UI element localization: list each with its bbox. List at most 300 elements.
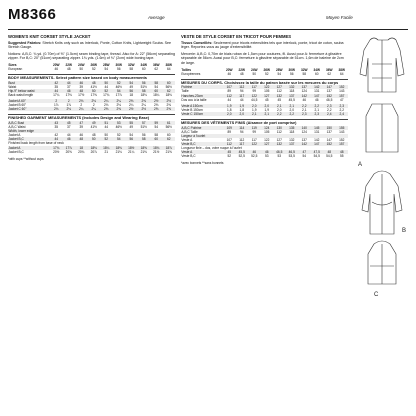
- table-cell: 48: [88, 81, 101, 85]
- sketch-label-b: B: [402, 228, 407, 234]
- table-cell: 1,9: [252, 107, 257, 112]
- table-cell: 26W: [263, 67, 271, 72]
- table-cell: 30W: [115, 62, 123, 67]
- table-cell: 60: [150, 137, 163, 141]
- table-cell: 54: [154, 84, 159, 89]
- table-cell: 50: [252, 71, 257, 76]
- row-label: Back waist length: [8, 93, 34, 98]
- table-cell: 46: [79, 133, 84, 138]
- table-cell: 20⅞: [90, 149, 97, 154]
- table-cell: 2¼: [75, 107, 88, 111]
- table-cell: 1⅞: [66, 103, 71, 108]
- table-cell: 2,0: [223, 112, 236, 116]
- table-cell: 44: [63, 81, 76, 85]
- table-cell: 2⅜: [138, 99, 151, 103]
- table-cell: 35: [54, 84, 59, 89]
- table-cell: 142: [311, 85, 324, 89]
- table-cell: 46½: [115, 84, 122, 89]
- table-cell: 145: [311, 126, 324, 130]
- table-cell: 38W: [338, 67, 346, 72]
- table-cell: 54,5: [326, 154, 333, 159]
- table-cell: 54: [125, 81, 138, 85]
- table-cell: 112: [223, 142, 236, 146]
- table-cell: 122: [264, 137, 270, 142]
- table-cell: 58: [138, 137, 151, 141]
- table-cell: 2⅛: [63, 107, 76, 111]
- table-cell: 44: [104, 84, 109, 89]
- table-cell: 2½: [150, 99, 163, 103]
- body-measurements-table-fr: [181, 85, 348, 101]
- table-cell: 147: [311, 142, 324, 146]
- table-cell: 2¼: [129, 103, 134, 108]
- body-measurements-heading-en: [8, 74, 175, 81]
- table-cell: 2,1: [273, 104, 286, 108]
- table-cell: 60: [163, 81, 176, 85]
- table-cell: 1,9: [264, 107, 269, 112]
- difficulty-en: Average: [148, 15, 165, 20]
- table-cell: 94: [239, 89, 244, 94]
- table-cell: 46: [261, 150, 274, 154]
- table-cell: 1⅞: [54, 103, 59, 108]
- table-cell: 2,2: [311, 104, 324, 108]
- table-cell: 2,0: [261, 104, 274, 108]
- table-cell: 37: [66, 84, 71, 89]
- table-cell: 2⅛: [75, 99, 88, 103]
- table-cell: 48: [336, 150, 349, 154]
- table-cell: 18⅛: [140, 93, 147, 98]
- header: [8, 6, 408, 30]
- table-cell: 2⅜: [113, 107, 126, 111]
- table-cell: 41½: [90, 125, 97, 130]
- table-cell: 2¼: [113, 99, 126, 103]
- table-cell: 48: [75, 137, 88, 141]
- table-cell: 112: [236, 85, 249, 89]
- table-cell: 46: [248, 150, 261, 154]
- table-cell: 124: [301, 129, 307, 134]
- table-cell: 41½: [90, 84, 97, 89]
- row-label: Jacket A 60": [8, 99, 50, 103]
- table-cell: 2¼: [88, 107, 101, 111]
- row-label: Veste B,C: [181, 142, 223, 146]
- suggested-text-fr: Seulement pour tricots extensibles tels que interlock, ponte, tricot de coton, scuba léger. Reportez-vous au jauge d'extensibilité.: [181, 40, 344, 50]
- table-cell: 46½: [115, 125, 122, 130]
- table-cell: 18: [75, 146, 88, 150]
- table-cell: 52: [227, 154, 232, 159]
- table-cell: 54: [154, 125, 159, 130]
- table-cell: 46,5: [286, 150, 299, 154]
- body-meas-sub-en: - Select pattern size based on body measurements: [53, 75, 147, 81]
- yardage-table-fr: [181, 104, 348, 116]
- finished-heading-en: [8, 114, 175, 121]
- table-cell: 51½: [140, 84, 147, 89]
- yardage-table-en: [8, 99, 175, 111]
- table-cell: 18¼: [153, 93, 160, 98]
- table-cell: 2⅛: [116, 103, 121, 108]
- french-column: [181, 34, 348, 166]
- table-cell: 20¾: [78, 149, 85, 154]
- table-cell: 18⅛: [88, 146, 101, 150]
- table-cell: 2⅛: [88, 99, 101, 103]
- table-cell: 56: [289, 71, 294, 76]
- table-cell: 17⅝: [90, 93, 97, 98]
- table-cell: 39: [79, 125, 84, 130]
- table-cell: 46,5: [326, 97, 333, 102]
- body-measurement-row: [181, 98, 348, 102]
- row-label: Jacket B,C: [8, 137, 50, 141]
- table-cell: 24W: [77, 62, 85, 67]
- row-label: A,B,C Bust: [8, 121, 50, 125]
- table-cell: 44: [239, 97, 244, 102]
- table-cell: 54: [277, 71, 282, 76]
- table-cell: 118: [289, 89, 295, 94]
- table-cell: 34W: [140, 62, 148, 67]
- row-label: Européennes: [181, 71, 201, 76]
- table-cell: 157: [336, 94, 349, 98]
- table-cell: 46: [63, 89, 76, 93]
- title-fr: VESTE DE STYLE CORSET EN TRICOT POUR FEMMES: [181, 34, 292, 39]
- table-cell: 56: [138, 81, 151, 85]
- table-cell: 60: [314, 71, 319, 76]
- table-cell: 52: [91, 67, 96, 72]
- sketch-label-a: A: [358, 162, 363, 168]
- table-cell: 21: [104, 149, 109, 154]
- notions-en: Notions: A,B,C: ¾ yd. (0.70m) of ⅝" (1.5cm) seam binding tape, thread. Also for A: 22" (56cm) separating zipper. For B,C: 20" (51cm) separating zipper. 1¾ yds. (1.6m) of ¾" (2cm) wide boning tape.: [8, 51, 175, 61]
- table-cell: 2,2: [273, 112, 286, 116]
- row-label: A,B,C Waist: [8, 125, 26, 130]
- table-cell: 48: [91, 133, 96, 138]
- table-cell: 62: [154, 67, 159, 72]
- table-cell: 112: [223, 94, 236, 98]
- table-cell: 2,0: [236, 112, 249, 116]
- table-cell: 99: [252, 129, 257, 134]
- table-cell: 2: [50, 99, 63, 103]
- table-cell: 2: [92, 103, 95, 108]
- table-cell: 46: [63, 137, 76, 141]
- title-en: WOMEN'S KNIT CORSET STYLE JACKET: [8, 34, 91, 39]
- table-cell: 17¾: [103, 93, 110, 98]
- row-label: Veste A: [181, 137, 193, 142]
- table-cell: 117: [236, 94, 249, 98]
- finished-sub-fr: (Aisance de port comprise): [246, 120, 297, 125]
- table-cell: 2,4: [323, 112, 336, 116]
- table-cell: 89: [227, 89, 232, 94]
- table-cell: 131: [314, 89, 320, 94]
- suggested-fabrics-en: [8, 41, 175, 50]
- row-label: A,B,C Taille: [181, 129, 198, 134]
- table-cell: 51½: [140, 125, 147, 130]
- table-cell: 2⅜: [125, 99, 138, 103]
- table-cell: 2,2: [339, 107, 344, 112]
- table-cell: 132: [286, 85, 299, 89]
- row-label: Veste C 150cm: [181, 112, 223, 116]
- row-label: Poitrine: [181, 85, 223, 89]
- suggested-fabrics-fr: [181, 41, 348, 50]
- table-cell: 58: [138, 89, 151, 93]
- row-label: Veste A: [181, 150, 223, 154]
- table-cell: 44: [66, 133, 71, 138]
- sizes-table-fr: [181, 68, 348, 76]
- table-cell: 56: [116, 67, 121, 72]
- table-cell: 62: [327, 71, 332, 76]
- table-cell: 52: [113, 81, 126, 85]
- row-label: Jacket A: [8, 146, 50, 150]
- table-cell: 2,4: [336, 112, 349, 116]
- table-cell: 132: [273, 94, 286, 98]
- row-label: Veste B,C: [181, 154, 196, 159]
- row-label: Hanches-23cm: [181, 94, 223, 98]
- table-cell: 21½: [153, 149, 160, 154]
- table-cell: 94: [239, 129, 244, 134]
- table-cell: 54,5: [313, 154, 320, 159]
- table-cell: 2,3: [311, 112, 324, 116]
- table-cell: 45,5: [236, 150, 249, 154]
- finished-measurement-row: [181, 154, 348, 158]
- body-meas-title-fr: MESURES DU CORPS: [181, 79, 222, 85]
- table-cell: 17⅞: [63, 146, 76, 150]
- table-cell: 36W: [152, 62, 160, 67]
- row-label: Taille: [181, 89, 189, 94]
- table-cell: 17¼: [53, 93, 60, 98]
- technical-sketches: [352, 34, 410, 299]
- table-cell: 20W: [52, 62, 60, 67]
- table-cell: 2,1: [261, 112, 274, 116]
- table-cell: 2,3: [323, 104, 336, 108]
- table-cell: 135: [286, 126, 299, 130]
- table-cell: 2,1: [248, 112, 261, 116]
- table-cell: 122: [248, 142, 261, 146]
- table-cell: 112: [276, 89, 282, 94]
- table-cell: 30W: [288, 67, 296, 72]
- finished-heading-fr: [181, 119, 348, 126]
- table-cell: 150: [323, 126, 336, 130]
- table-cell: 147: [323, 85, 336, 89]
- table-cell: 118: [289, 129, 295, 134]
- table-cell: 46: [54, 67, 59, 72]
- table-cell: 114: [236, 126, 249, 130]
- table-cell: 2,3: [298, 112, 311, 116]
- table-cell: 131: [314, 129, 320, 134]
- table-cell: 1,9: [223, 104, 236, 108]
- table-cell: 2⅜: [166, 103, 171, 108]
- row-label: Hip-9" below waist: [8, 89, 50, 93]
- table-cell: 50: [104, 133, 109, 138]
- table-cell: 37: [66, 125, 71, 130]
- table-cell: 53: [113, 121, 126, 125]
- table-cell: 46: [75, 81, 88, 85]
- table-cell: 137: [326, 89, 332, 94]
- table-cell: 18¾: [150, 146, 163, 150]
- table-cell: 46: [227, 71, 232, 76]
- table-cell: 48: [323, 150, 336, 154]
- footnote-en: *with cups **without cups: [8, 156, 44, 161]
- row-label: Largeur à l'ourlet: [181, 134, 223, 138]
- table-cell: 43: [50, 121, 63, 125]
- table-cell: 117: [236, 142, 249, 146]
- table-cell: 50: [79, 67, 84, 72]
- table-cell: 143: [339, 89, 345, 94]
- table-cell: 17⅞: [115, 93, 122, 98]
- notions-fr: Mercerie: A,B,C: 0,70m de biais ruban de 1,5cm pour coutures, fil. Aussi pour A: fermeture à glissière séparable de 56cm. Aussi pour B,C: fermeture à glissière séparable de 51cm. 1,6m de baleine de 2cm de large.: [181, 51, 344, 65]
- row-label: European: [8, 67, 23, 72]
- table-cell: 2,1: [314, 107, 319, 112]
- table-cell: 56½: [165, 84, 172, 89]
- table-cell: 137: [301, 137, 307, 142]
- table-cell: 18⅜: [165, 93, 172, 98]
- table-cell: 105: [264, 129, 270, 134]
- table-cell: 50: [100, 81, 113, 85]
- table-cell: 152: [339, 137, 345, 142]
- jacket-a-back-sketch: [366, 104, 398, 152]
- table-cell: 45: [63, 121, 76, 125]
- table-cell: 2½: [138, 107, 151, 111]
- difficulty-fr: Moyen Facile: [326, 15, 353, 20]
- table-cell: 52,5: [251, 154, 258, 159]
- table-cell: 20⅝: [65, 149, 72, 154]
- table-cell: 18⅞: [163, 146, 176, 150]
- table-cell: 22W: [238, 67, 246, 72]
- table-cell: 117: [248, 85, 261, 89]
- table-cell: 2: [63, 99, 76, 103]
- table-cell: 112: [239, 137, 245, 142]
- table-cell: 32W: [300, 67, 308, 72]
- table-cell: 44: [50, 137, 63, 141]
- table-cell: 147: [326, 137, 332, 142]
- table-cell: 52: [116, 133, 121, 138]
- table-cell: 152: [323, 94, 336, 98]
- table-cell: 132: [273, 142, 286, 146]
- table-cell: 42: [50, 81, 63, 85]
- table-cell: 48: [75, 89, 88, 93]
- table-cell: 47: [339, 97, 344, 102]
- finished-title-fr: MESURES DES VÊTEMENTS FINIS: [181, 120, 246, 125]
- table-cell: 35: [54, 125, 59, 130]
- table-cell: 24W: [250, 67, 258, 72]
- table-cell: 49: [129, 125, 134, 130]
- table-cell: 17¾: [50, 146, 63, 150]
- table-cell: 47: [298, 150, 311, 154]
- row-label: Width, lower edge: [8, 129, 50, 133]
- table-cell: 28W: [102, 62, 110, 67]
- table-cell: 46: [302, 97, 307, 102]
- table-cell: 2,2: [298, 104, 311, 108]
- table-cell: 62: [163, 137, 176, 141]
- table-cell: 54: [104, 67, 109, 72]
- table-cell: 142: [298, 142, 311, 146]
- finished-sub-en: (Includes Design and Wearing Ease): [82, 115, 150, 121]
- body-meas-title-en: BODY MEASUREMENTS: [8, 75, 54, 81]
- table-cell: 18½: [125, 146, 138, 150]
- table-cell: 20W: [225, 67, 233, 72]
- table-cell: 17⅜: [65, 93, 72, 98]
- table-cell: 54: [113, 89, 126, 93]
- table-cell: 45,5: [288, 97, 295, 102]
- table-cell: 58: [129, 67, 134, 72]
- table-cell: 48: [239, 71, 244, 76]
- row-label: Jacket A: [8, 133, 21, 138]
- table-cell: 56: [125, 137, 138, 141]
- table-cell: 58: [154, 133, 159, 138]
- table-cell: 124: [261, 126, 274, 130]
- row-label: Jacket C 60": [8, 107, 50, 111]
- table-cell: 2,2: [327, 107, 332, 112]
- yardage-row: [181, 112, 348, 116]
- body-measurements-table-en: [8, 81, 175, 97]
- table-cell: 39: [79, 84, 84, 89]
- table-cell: 52: [264, 71, 269, 76]
- table-cell: 46,5: [273, 150, 286, 154]
- table-cell: 127: [273, 85, 286, 89]
- jacket-b-sketch: [362, 171, 402, 234]
- table-cell: 36W: [325, 67, 333, 72]
- table-cell: 56: [125, 89, 138, 93]
- table-cell: 21⅛: [115, 149, 122, 154]
- sketch-label-c: C: [374, 292, 379, 298]
- table-cell: 45: [264, 97, 269, 102]
- table-cell: 130: [273, 126, 286, 130]
- table-cell: 2: [80, 103, 83, 108]
- table-cell: 142: [298, 94, 311, 98]
- table-cell: 54: [302, 154, 307, 159]
- table-cell: 2⅛: [104, 103, 109, 108]
- table-cell: 2,0: [289, 107, 294, 112]
- footnote-fr: *avec bonnets **sans bonnets: [181, 161, 224, 166]
- row-label: A,B,C Poitrine: [181, 126, 223, 130]
- table-cell: 1,9: [236, 104, 249, 108]
- table-cell: 56: [141, 133, 146, 138]
- table-cell: 45: [223, 150, 236, 154]
- table-cell: 38W: [165, 62, 173, 67]
- yardage-row: [8, 107, 175, 111]
- table-cell: 2,2: [286, 112, 299, 116]
- body-meas-sub-fr: - Choisissez la taille du patron basée sur les mesures du corps: [221, 79, 339, 85]
- body-measurements-heading-fr: [181, 79, 348, 86]
- table-cell: 112: [276, 129, 282, 134]
- table-cell: 47: [75, 121, 88, 125]
- table-cell: 60: [150, 89, 163, 93]
- table-cell: 152: [323, 142, 336, 146]
- table-cell: 137: [286, 142, 299, 146]
- row-label: Waist: [8, 84, 17, 89]
- table-cell: 58: [150, 81, 163, 85]
- suggested-label-fr: Tissus Conseillés:: [181, 40, 213, 45]
- table-cell: 21⅝: [165, 149, 172, 154]
- suggested-label-en: Suggested Fabrics:: [8, 40, 42, 45]
- table-cell: 152: [336, 85, 349, 89]
- table-cell: 53,5: [288, 154, 295, 159]
- table-cell: 1,8: [227, 107, 232, 112]
- table-cell: 57: [138, 121, 151, 125]
- table-cell: 54: [129, 133, 134, 138]
- table-cell: 52: [100, 89, 113, 93]
- table-cell: 64: [339, 71, 344, 76]
- table-cell: 32W: [127, 62, 135, 67]
- table-cell: 53: [277, 154, 282, 159]
- table-cell: 157: [336, 142, 349, 146]
- table-cell: 127: [276, 137, 282, 142]
- table-cell: 45: [277, 97, 282, 102]
- size-row: [8, 67, 175, 71]
- table-cell: 137: [286, 94, 299, 98]
- table-cell: 34W: [313, 67, 321, 72]
- table-cell: 59: [150, 121, 163, 125]
- table-cell: 55: [339, 154, 344, 159]
- table-cell: 2,1: [286, 104, 299, 108]
- table-cell: 52,5: [238, 154, 245, 159]
- table-cell: 2⅝: [150, 107, 163, 111]
- row-label: Tailles: [181, 67, 192, 72]
- table-cell: 2,1: [302, 107, 307, 112]
- table-cell: 44,5: [251, 97, 258, 102]
